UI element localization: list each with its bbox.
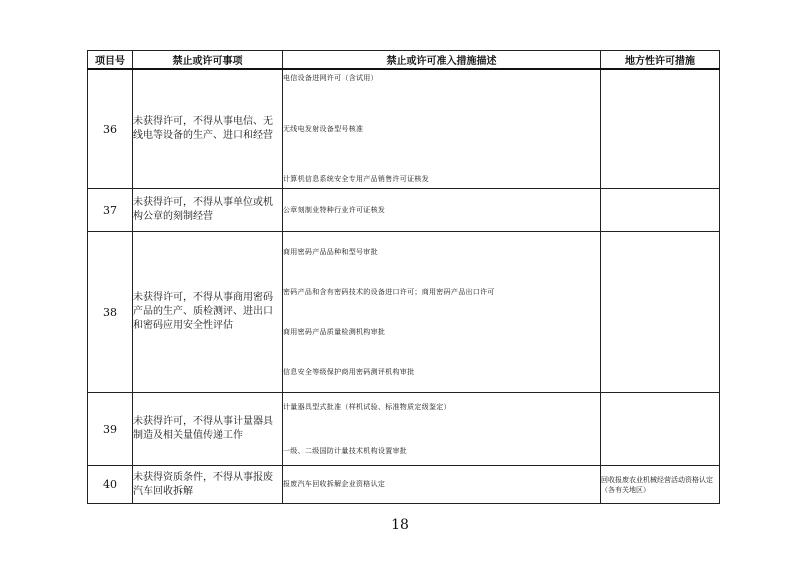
measure-text: 无线电发射设备型号核准 <box>283 125 364 133</box>
measure-text: 密码产品和含有密码技术的设备进口许可；商用密码产品出口许可 <box>283 288 495 296</box>
measure-text: 电信设备进网许可（含试用） <box>283 74 378 82</box>
local-measure: 回收报废农业机械经营活动资格认定（各有关地区） <box>601 466 720 504</box>
item-number: 40 <box>88 466 133 504</box>
measure-text: 商用密码产品质量检测机构审批 <box>283 328 386 336</box>
table-header-row <box>88 51 720 70</box>
measure-text: 报废汽车回收拆解企业资格认定 <box>283 480 386 488</box>
item-description: 未获得许可，不得从事商用密码产品的生产、质检测评、进出口和密码应用安全性评估 <box>133 232 283 393</box>
header-local-measure: 地方性许可措施 <box>601 51 720 70</box>
measure-text: 商用密码产品品种和型号审批 <box>283 248 378 256</box>
header-item-number: 项目号 <box>88 51 133 70</box>
table-row <box>88 393 720 466</box>
page-number: 18 <box>391 517 409 533</box>
header-prohibited-item: 禁止或许可事项 <box>133 51 283 70</box>
table-row <box>88 232 720 393</box>
local-measure <box>601 69 720 189</box>
measure-list <box>283 189 601 232</box>
item-description: 未获得许可，不得从事单位或机构公章的刻制经营 <box>133 189 283 232</box>
measure-text: 计量器具型式批准（样机试验、标准物质定级鉴定） <box>283 403 451 411</box>
item-number: 37 <box>88 189 133 232</box>
item-number: 36 <box>88 69 133 189</box>
item-number: 38 <box>88 232 133 393</box>
measure-text: 信息安全等级保护商用密码测评机构审批 <box>283 368 415 376</box>
measure-text: 公章刻制业特种行业许可证核发 <box>283 206 386 214</box>
item-description: 未获得资质条件，不得从事报废汽车回收拆解 <box>133 466 283 504</box>
measure-list <box>283 232 601 393</box>
measure-list <box>283 393 601 466</box>
measure-list <box>283 466 601 504</box>
item-number: 39 <box>88 393 133 466</box>
header-measure-description: 禁止或许可准入措施描述 <box>283 51 601 70</box>
table-row <box>88 69 720 189</box>
local-measure <box>601 189 720 232</box>
permit-table <box>87 50 720 504</box>
local-measure <box>601 393 720 466</box>
item-description: 未获得许可，不得从事电信、无线电等设备的生产、进口和经营 <box>133 69 283 189</box>
local-measure <box>601 232 720 393</box>
item-description: 未获得许可，不得从事计量器具制造及相关量值传递工作 <box>133 393 283 466</box>
measure-list <box>283 69 601 189</box>
measure-text: 一级、二级国防计量技术机构设置审批 <box>283 447 408 455</box>
table-row <box>88 189 720 232</box>
table-row <box>88 466 720 504</box>
measure-text: 计算机信息系统安全专用产品销售许可证核发 <box>283 175 429 183</box>
